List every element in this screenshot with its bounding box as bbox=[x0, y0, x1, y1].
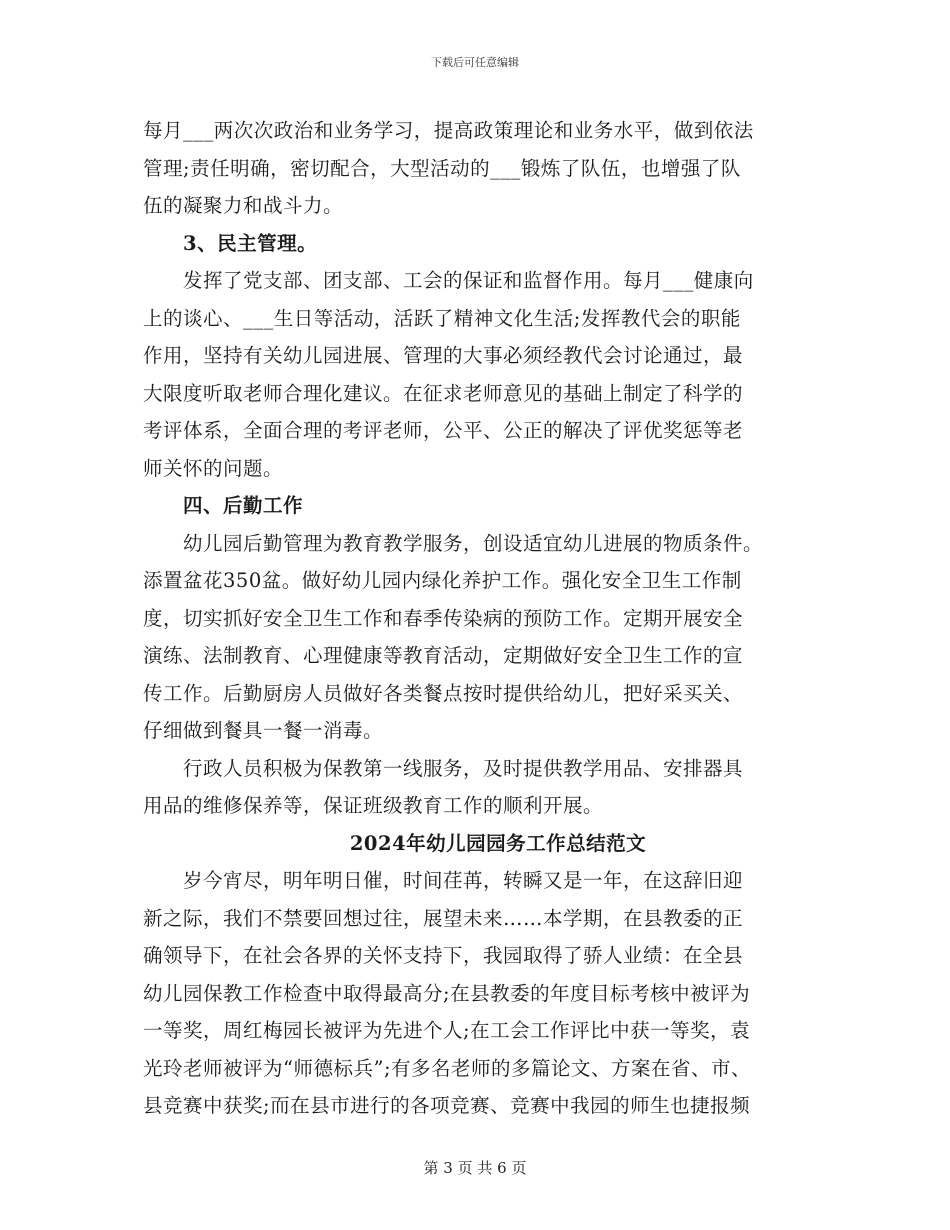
text-line: 仔细做到餐具一餐一消毒。 bbox=[143, 719, 384, 742]
text-line: 用品的维修保养等，保证班级教育工作的顺利开展。 bbox=[143, 794, 604, 817]
text-line: 确领导下，在社会各界的关怀支持下，我园取得了骄人业绩：在全县 bbox=[143, 944, 744, 967]
section-heading: 3、民主管理。 bbox=[183, 231, 318, 255]
text-line: 传工作。后勤厨房人员做好各类餐点按时提供给幼儿，把好采买关、 bbox=[143, 681, 744, 705]
text-line: 岁今宵尽，明年明日催，时间荏苒，转瞬又是一年，在这辞旧迎 bbox=[183, 869, 744, 892]
text-line: 大限度听取老师合理化建议。在征求老师意见的基础上制定了科学的 bbox=[143, 381, 744, 405]
text-line: 考评体系，全面合理的考评老师，公平、公正的解决了评优奖惩等老 bbox=[143, 419, 744, 442]
section-title: 2024年幼儿园园务工作总结范文 bbox=[349, 831, 647, 855]
text-line: 行政人员积极为保教第一线服务，及时提供教学用品、安排器具 bbox=[183, 756, 744, 780]
text-line: 新之际，我们不禁要回想过往，展望未来……本学期，在县教委的正 bbox=[143, 906, 744, 930]
text-line: 幼儿园保教工作检查中取得最高分;在县教委的年度目标考核中被评为 bbox=[143, 981, 751, 1005]
text-line: 作用，坚持有关幼儿园进展、管理的大事必须经教代会讨论通过，最 bbox=[143, 344, 744, 367]
text-line: 添置盆花350盆。做好幼儿园内绿化养护工作。强化安全卫生工作制 bbox=[143, 569, 742, 592]
text-line: 一等奖，周红梅园长被评为先进个人;在工会工作评比中获一等奖，袁 bbox=[143, 1019, 751, 1042]
text-line: 县竞赛中获奖;而在县市进行的各项竞赛、竞赛中我园的师生也捷报频 bbox=[143, 1094, 751, 1117]
page-header: 下载后可任意编辑 bbox=[431, 56, 519, 69]
text-line: 发挥了党支部、团支部、工会的保证和监督作用。每月___健康向 bbox=[183, 269, 754, 292]
text-line: 光玲老师被评为“师德标兵”;有多名老师的多篇论文、方案在省、市、 bbox=[143, 1056, 752, 1080]
text-line: 上的谈心、___生日等活动，活跃了精神文化生活;发挥教代会的职能 bbox=[143, 306, 741, 330]
text-line: 幼儿园后勤管理为教育教学服务，创设适宜幼儿进展的物质条件。 bbox=[183, 531, 764, 555]
text-line: 度，切实抓好安全卫生工作和春季传染病的预防工作。定期开展安全 bbox=[143, 606, 744, 630]
text-line: 伍的凝聚力和战斗力。 bbox=[143, 194, 344, 217]
document-body bbox=[143, 112, 813, 1125]
section-heading: 四、后勤工作 bbox=[183, 494, 304, 517]
text-line: 每月___两次次政治和业务学习，提高政策理论和业务水平，做到依法 bbox=[143, 119, 754, 142]
text-line: 管理;责任明确，密切配合，大型活动的___锻炼了队伍，也增强了队 bbox=[143, 156, 741, 180]
page-number: 第 3 页 共 6 页 bbox=[423, 1159, 527, 1177]
text-line: 师关怀的问题。 bbox=[143, 456, 284, 480]
text-line: 演练、法制教育、心理健康等教育活动，定期做好安全卫生工作的宣 bbox=[143, 644, 744, 667]
